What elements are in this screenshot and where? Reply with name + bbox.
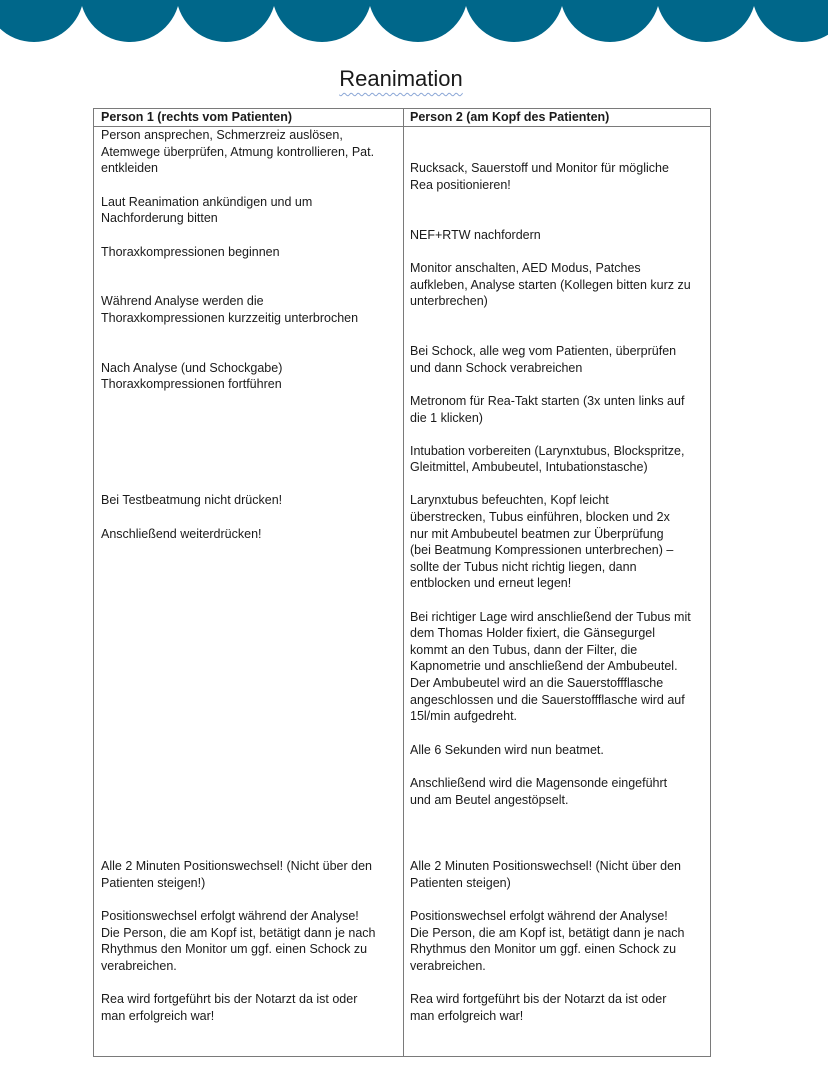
column-divider (403, 109, 404, 1056)
p2-step-line: überstrecken, Tubus einführen, blocken und 2x (410, 510, 670, 524)
p1-step-line: Die Person, die am Kopf ist, betätigt dann je nach (101, 926, 376, 940)
p1-step-line: Rhythmus den Monitor um ggf. einen Schock zu (101, 942, 368, 956)
p2-step-line: und dann Schock verabreichen (410, 361, 583, 375)
page-title-text: Reanimation (339, 66, 463, 91)
p2-step-line: 15l/min aufgedreht. (410, 709, 518, 723)
p2-step-line: Alle 6 Sekunden wird nun beatmet. (410, 743, 604, 757)
p2-step-line: Alle 2 Minuten Positionswechsel! (Nicht über den (410, 859, 681, 873)
p1-step-line: Rea wird fortgeführt bis der Notarzt da ist oder (101, 992, 358, 1006)
scallop-shape (560, 0, 660, 42)
p2-step-line: aufkleben, Analyse starten (Kollegen bitten kurz zu (410, 278, 691, 292)
column-header-person-1: Person 1 (rechts vom Patienten) (101, 110, 293, 124)
scallop-shape (176, 0, 276, 42)
p2-step-line: sollte der Tubus nicht richtig liegen, dann (410, 560, 637, 574)
p1-step-line: Laut Reanimation ankündigen und um (101, 195, 313, 209)
p2-step-line: (bei Beatmung Kompressionen unterbrechen) – (410, 543, 674, 557)
p1-step-line: Thoraxkompressionen beginnen (101, 245, 280, 259)
p1-step-line: Thoraxkompressionen fortführen (101, 377, 282, 391)
scallop-shape (368, 0, 468, 42)
p2-step-line: man erfolgreich war! (410, 1009, 524, 1023)
procedure-table (93, 108, 711, 1057)
p1-step-line: Bei Testbeatmung nicht drücken! (101, 493, 283, 507)
scallop-shape (272, 0, 372, 42)
scallop-shape (0, 0, 84, 42)
p1-step-line: Patienten steigen!) (101, 876, 206, 890)
p2-step-line: Monitor anschalten, AED Modus, Patches (410, 261, 641, 275)
p2-step-line: Positionswechsel erfolgt während der Analyse! (410, 909, 668, 923)
p2-step-line: Gleitmittel, Ambubeutel, Intubationstasche) (410, 460, 648, 474)
p1-step-line: Atemwege überprüfen, Atmung kontrollieren, Pat. (101, 145, 375, 159)
p1-step-line: Anschließend weiterdrücken! (101, 527, 262, 541)
page-title (0, 66, 802, 92)
p2-step-line: Rucksack, Sauerstoff und Monitor für mögliche (410, 161, 669, 175)
p2-step-line: Bei Schock, alle weg vom Patienten, überprüfen (410, 344, 677, 358)
p2-step-line: Der Ambubeutel wird an die Sauerstoffflasche (410, 676, 664, 690)
scallop-shape (464, 0, 564, 42)
column-header-person-2: Person 2 (am Kopf des Patienten) (410, 110, 610, 124)
p2-step-line: nur mit Ambubeutel beatmen zur Überprüfung (410, 527, 664, 541)
p2-step-line: Rea wird fortgeführt bis der Notarzt da ist oder (410, 992, 667, 1006)
p1-step-line: entkleiden (101, 161, 158, 175)
p1-step-line: Thoraxkompressionen kurzzeitig unterbrochen (101, 311, 359, 325)
p1-step-line: Alle 2 Minuten Positionswechsel! (Nicht über den (101, 859, 372, 873)
scallop-shape (656, 0, 756, 42)
p2-step-line: Intubation vorbereiten (Larynxtubus, Blockspritze, (410, 444, 685, 458)
p2-step-line: dem Thomas Holder fixiert, die Gänsegurgel (410, 626, 656, 640)
decorative-scallop-border (0, 0, 828, 44)
p2-step-line: die 1 klicken) (410, 411, 483, 425)
p2-step-line: kommt an den Tubus, dann der Filter, die (410, 643, 638, 657)
p1-step-line: Nachforderung bitten (101, 211, 218, 225)
p2-step-line: verabreichen. (410, 959, 486, 973)
p1-step-line: Während Analyse werden die (101, 294, 264, 308)
p2-step-line: Bei richtiger Lage wird anschließend der Tubus mit (410, 610, 691, 624)
p2-step-line: Rhythmus den Monitor um ggf. einen Schock zu (410, 942, 677, 956)
p1-step-line: Nach Analyse (und Schockgabe) (101, 361, 283, 375)
p2-step-line: Rea positionieren! (410, 178, 511, 192)
p2-step-line: entblocken und erneut legen! (410, 576, 572, 590)
p2-step-line: angeschlossen und die Sauerstoffflasche wird auf (410, 693, 685, 707)
p2-step-line: Anschließend wird die Magensonde eingeführt (410, 776, 668, 790)
p1-step-line: Person ansprechen, Schmerzreiz auslösen, (101, 128, 343, 142)
p2-step-line: Patienten steigen) (410, 876, 511, 890)
p2-step-line: Larynxtubus befeuchten, Kopf leicht (410, 493, 609, 507)
p2-step-line: NEF+RTW nachfordern (410, 228, 541, 242)
p1-step-line: man erfolgreich war! (101, 1009, 215, 1023)
p2-step-line: unterbrechen) (410, 294, 488, 308)
p2-step-line: und am Beutel angestöpselt. (410, 793, 569, 807)
p1-step-line: Positionswechsel erfolgt während der Analyse! (101, 909, 359, 923)
scallop-shape (80, 0, 180, 42)
p1-step-line: verabreichen. (101, 959, 177, 973)
p2-step-line: Metronom für Rea-Takt starten (3x unten links auf (410, 394, 685, 408)
p2-step-line: Die Person, die am Kopf ist, betätigt dann je nach (410, 926, 685, 940)
p2-step-line: Kapnometrie und anschließend der Ambubeutel. (410, 659, 678, 673)
scallop-shape (752, 0, 828, 42)
